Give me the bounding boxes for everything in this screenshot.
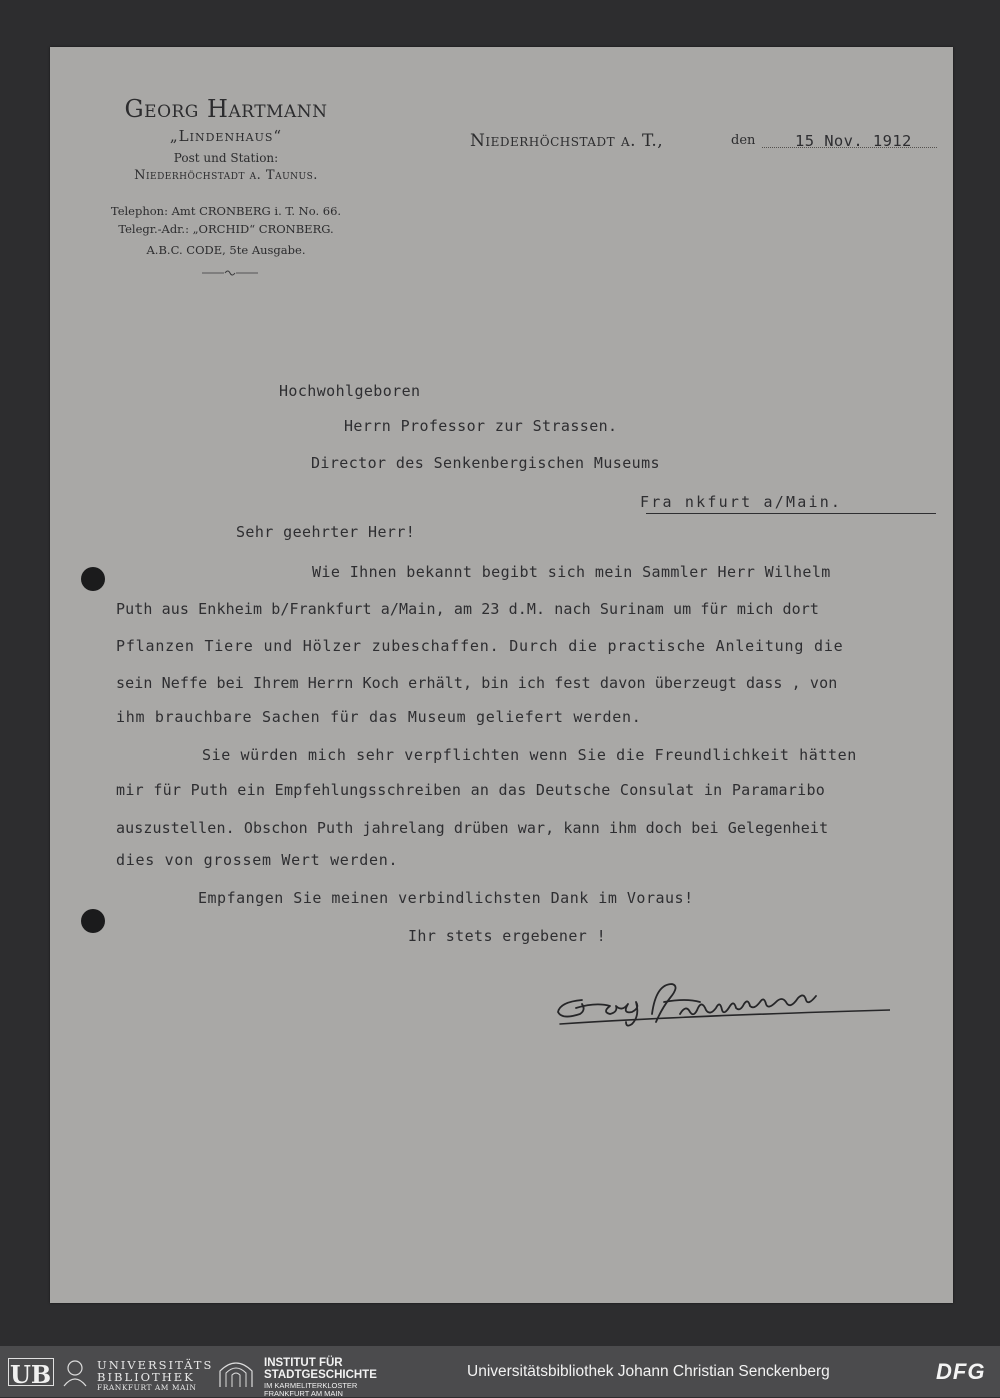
ub-logo-mark: UB [10, 1360, 52, 1389]
body-line: Puth aus Enkheim b/Frankfurt a/Main, am 23 d.M. nach Surinam um für mich dort [116, 600, 820, 618]
ub-text-line1: UNIVERSITÄTS [97, 1358, 214, 1372]
body-line: mir für Puth ein Empfehlungsschreiben an das Deutsche Consulat in Paramaribo [116, 781, 826, 799]
address-city: Fra nkfurt a/Main. [640, 493, 843, 511]
ub-text-line2: BIBLIOTHEK [97, 1370, 195, 1384]
letterhead-house: „Lindenhaus“ [169, 127, 283, 145]
body-line: Wie Ihnen bekannt begibt sich mein Sammler Herr Wilhelm [312, 563, 831, 581]
punch-hole-top [81, 567, 105, 591]
closing: Ihr stets ergebener ! [408, 927, 607, 945]
body-line: ihm brauchbare Sachen für das Museum geliefert werden. [116, 708, 642, 726]
signature [550, 972, 890, 1047]
letter-page [50, 47, 953, 1303]
institute-line2: STADTGESCHICHTE [264, 1369, 377, 1381]
address-recipient: Herrn Professor zur Strassen. [344, 417, 618, 435]
footer-bar [0, 1346, 1000, 1397]
letterhead-telephone: Telephon: Amt CRONBERG i. T. No. 66. [110, 204, 342, 218]
letterhead-telegraph: Telegr.-Adr.: „ORCHID“ CRONBERG. [118, 222, 334, 236]
body-line: Pflanzen Tiere und Hölzer zubeschaffen. Durch die practische Anleitung die [116, 637, 844, 655]
body-line: dies von grossem Wert werden. [116, 851, 399, 869]
letterhead-code: A.B.C. CODE, 5te Ausgabe. [146, 243, 306, 257]
institute-line1: INSTITUT FÜR [264, 1357, 343, 1369]
body-line: sein Neffe bei Ihrem Herrn Koch erhält, bin ich fest davon überzeugt dass , von [116, 674, 838, 692]
letterhead-post: Post und Station: [173, 151, 279, 165]
institute-line3: IM KARMELITERKLOSTER [264, 1381, 358, 1390]
body-line: auszustellen. Obschon Puth jahrelang drüben war, kann ihm doch bei Gelegenheit [116, 819, 829, 837]
cloister-arch-icon [217, 1357, 255, 1387]
dfg-logo: DFG [936, 1359, 986, 1384]
dateline-place: Niederhöchstadt a. T., [470, 131, 664, 151]
dateline-den: den [731, 133, 756, 148]
body-line: Sie würden mich sehr verpflichten wenn Sie die Freundlichkeit hätten [202, 746, 857, 764]
library-credit: Universitätsbibliothek Johann Christian Senckenberg [467, 1363, 830, 1380]
punch-hole-bottom [81, 909, 105, 933]
body-line: Empfangen Sie meinen verbindlichsten Dank im Voraus! [198, 889, 694, 907]
address-title: Director des Senkenbergischen Museums [311, 454, 660, 472]
letter-date: 15 Nov. 1912 [795, 132, 912, 150]
address-city-underline [646, 513, 936, 514]
ornament-icon [200, 268, 260, 278]
letterhead-town: Niederhöchstadt a. Taunus. [134, 168, 318, 183]
address-honorific: Hochwohlgeboren [279, 382, 421, 400]
ub-text-line3: FRANKFURT AM MAIN [97, 1383, 197, 1392]
institute-line4: FRANKFURT AM MAIN [264, 1389, 343, 1398]
letterhead-name: Georg Hartmann [124, 95, 328, 123]
greeting: Sehr geehrter Herr! [236, 523, 416, 541]
portrait-icon [60, 1357, 90, 1387]
